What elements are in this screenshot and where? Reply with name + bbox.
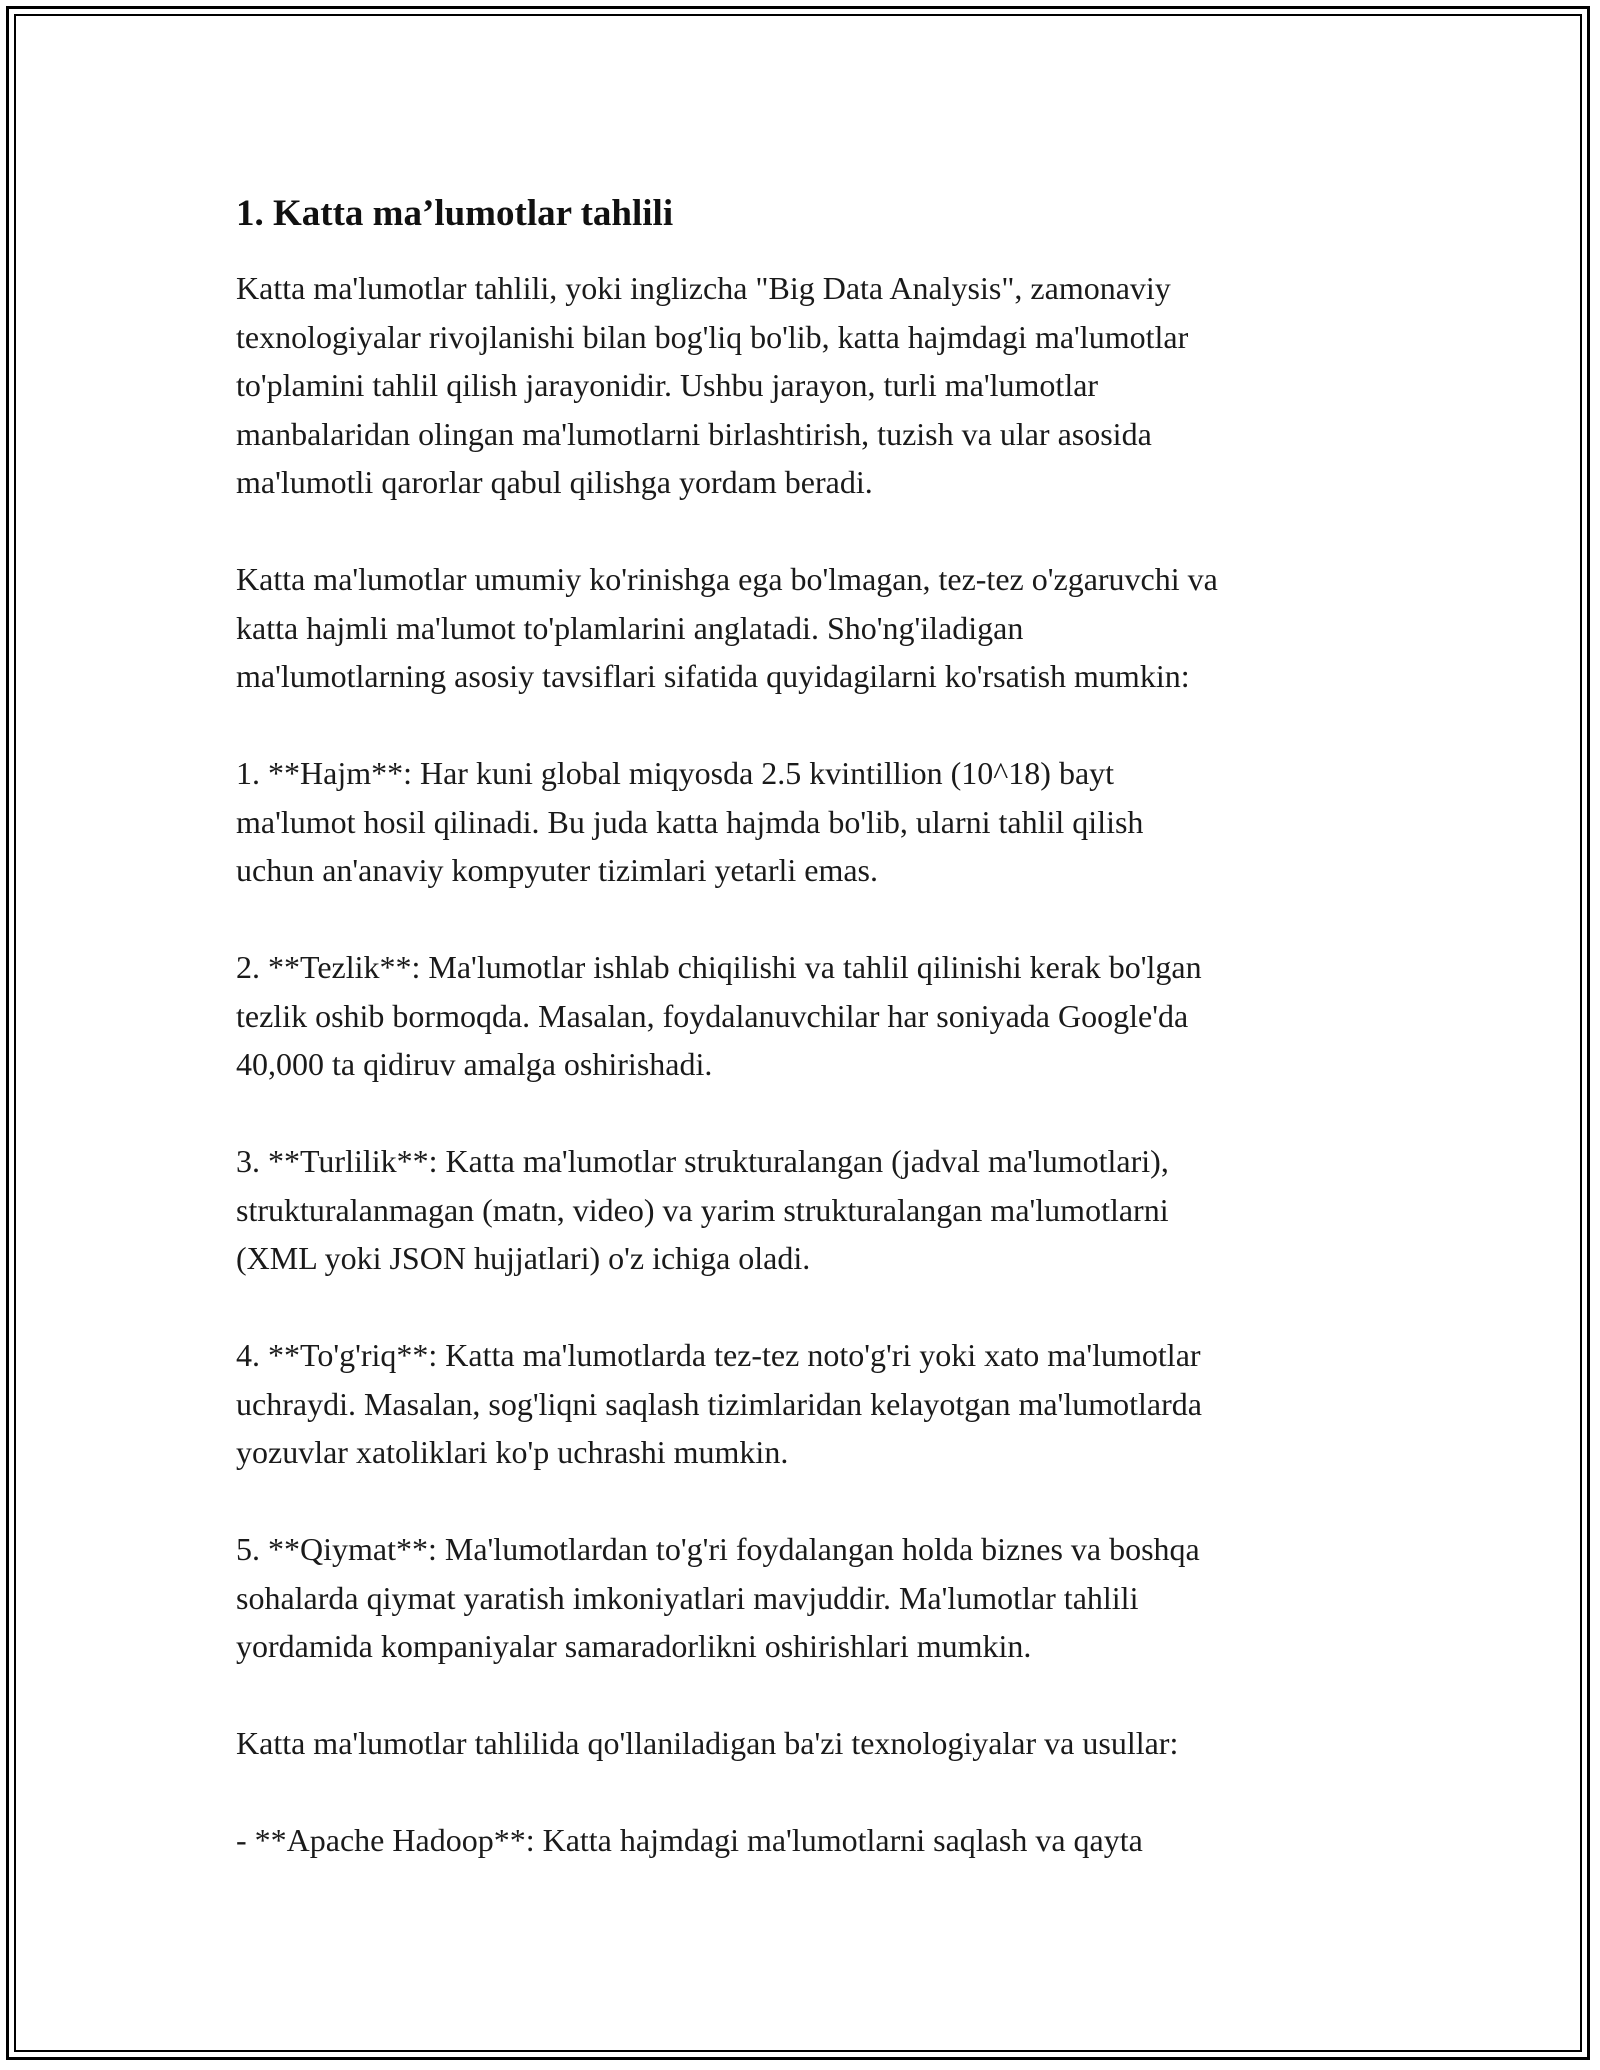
section-heading: 1. Katta ma’lumotlar tahlili <box>236 193 674 234</box>
paragraph-intro: Katta ma'lumotlar tahlili, yoki inglizcha "Big Data Analysis", zamonaviy texnologiyalar rivojlanishi bilan bog'liq bo'lib, katta hajmdagi ma'lumotlar to'plamini tahlil qilish jarayonidir. Ushbu jarayon, turli ma'lumotlar manbalaridan olingan ma'lumotlarni birlashtirish, tuzish va ular asosida ma'lumotli qarorlar qabul qilishga yordam beradi. <box>236 270 1189 500</box>
paragraph-characteristics: Katta ma'lumotlar umumiy ko'rinishga ega bo'lmagan, tez-tez o'zgaruvchi va katta hajmli ma'lumot to'plamlarini anglatadi. Sho'ng'iladigan ma'lumotlarning asosiy tavsiflari sifatida quyidagilarni ko'rsatish mumkin: <box>236 561 1218 694</box>
document-body <box>236 188 1376 1865</box>
list-item-value: 5. **Qiymat**: Ma'lumotlardan to'g'ri foydalangan holda biznes va boshqa sohalarda qiymat yaratish imkoniyatlari mavjuddir. Ma'lumotlar tahlili yordamida kompaniyalar samaradorlikni oshirishlari mumkin. <box>236 1531 1200 1664</box>
list-item-veracity: 4. **To'g'riq**: Katta ma'lumotlarda tez-tez noto'g'ri yoki xato ma'lumotlar uchraydi. Masalan, sog'liqni saqlash tizimlaridan kelayotgan ma'lumotlarda yozuvlar xatoliklari ko'p uchrashi mumkin. <box>236 1337 1202 1470</box>
list-item-volume: 1. **Hajm**: Har kuni global miqyosda 2.5 kvintillion (10^18) bayt ma'lumot hosil qilinadi. Bu juda katta hajmda bo'lib, ularni tahlil qilish uchun an'anaviy kompyuter tizimlari yetarli emas. <box>236 755 1144 888</box>
list-item-velocity: 2. **Tezlik**: Ma'lumotlar ishlab chiqilishi va tahlil qilinishi kerak bo'lgan tezlik oshib bormoqda. Masalan, foydalanuvchilar har soniyada Google'da 40,000 ta qidiruv amalga oshirishadi. <box>236 949 1202 1082</box>
paragraph-technologies-intro: Katta ma'lumotlar tahlilida qo'llaniladigan ba'zi texnologiyalar va usullar: <box>236 1725 1179 1761</box>
list-item-variety: 3. **Turlilik**: Katta ma'lumotlar strukturalangan (jadval ma'lumotlari), strukturalanmagan (matn, video) va yarim strukturalangan ma'lumotlarni (XML yoki JSON hujjatlari) o'z ichiga oladi. <box>236 1143 1169 1276</box>
list-item-hadoop: - **Apache Hadoop**: Katta hajmdagi ma'lumotlarni saqlash va qayta <box>236 1822 1143 1858</box>
